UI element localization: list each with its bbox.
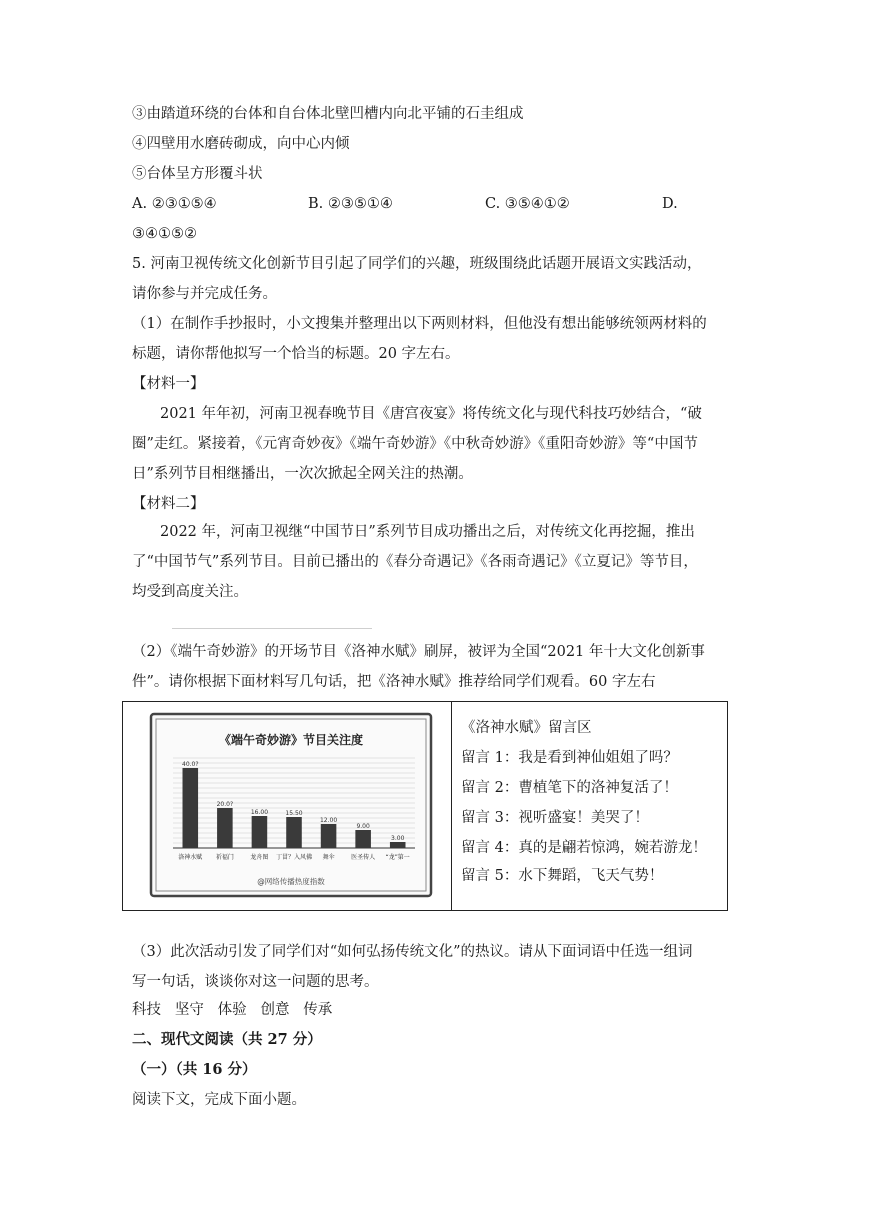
option-item-5: ⑤台体呈方形覆斗状	[132, 166, 263, 182]
material-2-line2: 了“中国节气”系列节目。目前已播出的《春分奇遇记》《各雨奇遇记》《立夏记》等节目，	[132, 554, 698, 570]
comment-area-title: 《洛神水赋》留言区	[461, 720, 592, 736]
chart-bar	[286, 817, 302, 848]
comment-4: 留言 4：真的是翩若惊鸿，婉若游龙！	[461, 840, 707, 856]
subquestion-1-line1: （1）在制作手抄报时，小文搜集并整理出以下两则材料，但他没有想出能够统领两材料的	[132, 316, 707, 332]
attention-chart	[147, 710, 435, 900]
chart-category-label: “龙”第一	[385, 854, 410, 861]
reading-instruction: 阅读下文，完成下面小题。	[132, 1092, 306, 1108]
subquestion-2-line2: 件”。请你根据下面材料写几句话，把《洛神水赋》推荐给同学们观看。60 字左右	[132, 674, 656, 690]
subquestion-3-line1: （3）此次活动引发了同学们对“如何弘扬传统文化”的热议。请从下面词语中任选一组词	[132, 944, 693, 960]
subquestion-2-line1: （2）《端午奇妙游》的开场节目《洛神水赋》刷屏，被评为全国“2021 年十大文化创新事	[132, 644, 705, 660]
chart-value-label: 3.00	[391, 835, 405, 842]
comment-3: 留言 3：视听盛宴！美哭了！	[461, 810, 649, 826]
chart-bar	[252, 816, 268, 848]
chart-bar	[355, 830, 371, 848]
question-5-line2: 请你参与并完成任务。	[132, 286, 277, 302]
subsection-1-heading: （一）（共 16 分）	[132, 1061, 257, 1078]
chart-category-label: 龙舟图	[250, 854, 269, 861]
chart-category-label: 祈福门	[215, 854, 234, 861]
option-item-4: ④四壁用水磨砖砌成，向中心内倾	[132, 136, 350, 152]
chart-source: @网络传播热度指数	[257, 877, 325, 886]
answer-blank-line	[172, 628, 372, 629]
chart-bar	[390, 842, 406, 848]
chart-value-label: 9.00	[356, 823, 370, 830]
comment-1: 留言 1：我是看到神仙姐姐了吗？	[461, 750, 678, 766]
chart-svg	[147, 710, 435, 900]
chart-value-label: 16.00	[250, 809, 269, 816]
material-2-heading: 【材料二】	[132, 496, 205, 512]
chart-category-label: 医圣传人	[351, 854, 376, 861]
chart-value-label: 40.0?	[182, 761, 199, 768]
material-table	[122, 701, 728, 911]
choice-c: C. ③⑤④①②	[485, 196, 570, 212]
choice-b: B. ②③⑤①④	[308, 196, 393, 212]
material-2-line3: 均受到高度关注。	[132, 584, 248, 600]
chart-value-label: 20.0?	[216, 801, 234, 808]
choice-d-value: ③④①⑤②	[132, 226, 197, 242]
chart-bar	[183, 768, 199, 848]
material-1-line2: 圈”走红。紧接着，《元宵奇妙夜》《端午奇妙游》《中秋奇妙游》《重阳奇妙游》等“中国节	[132, 436, 698, 452]
chart-value-label: 12.00	[319, 817, 338, 824]
section-2-heading: 二、现代文阅读（共 27 分）	[132, 1031, 322, 1048]
choice-a: A. ②③①⑤④	[132, 196, 217, 212]
comment-5: 留言 5：水下舞蹈，飞天气势！	[461, 868, 664, 884]
chart-category-label: 洛神水赋	[178, 854, 203, 861]
subquestion-1-line2: 标题，请你帮他拟写一个恰当的标题。20 字左右。	[132, 346, 460, 362]
chart-bar	[217, 808, 233, 848]
option-item-3: ③由踏道环绕的台体和自台体北壁凹槽内向北平铺的石圭组成	[132, 106, 524, 122]
chart-category-label: 舞伞	[322, 854, 335, 861]
subquestion-3-line2: 写一句话，谈谈你对这一问题的思考。	[132, 974, 379, 990]
material-1-line3: 日”系列节目相继播出，一次次掀起全网关注的热潮。	[132, 466, 473, 482]
material-2-line1: 2022 年，河南卫视继“中国节日”系列节目成功播出之后，对传统文化再挖掘，推出	[160, 524, 695, 540]
chart-bar	[321, 824, 337, 848]
question-5-line1: 5. 河南卫视传统文化创新节目引起了同学们的兴趣，班级围绕此话题开展语文实践活动，	[132, 256, 702, 272]
chart-value-label: 15.50	[285, 810, 303, 817]
material-1-line1: 2021 年年初，河南卫视春晚节目《唐宫夜宴》将传统文化与现代科技巧妙结合，“破	[160, 406, 702, 422]
chart-category-label: 丁冒？入风佛	[275, 854, 313, 861]
chart-title: 《端午奇妙游》节目关注度	[218, 733, 364, 747]
material-1-heading: 【材料一】	[132, 376, 205, 392]
word-choices: 科技 坚守 体验 创意 传承	[132, 1002, 333, 1018]
comment-2: 留言 2：曹植笔下的洛神复活了！	[461, 780, 678, 796]
choice-d: D.	[662, 196, 678, 212]
table-divider	[451, 702, 452, 910]
